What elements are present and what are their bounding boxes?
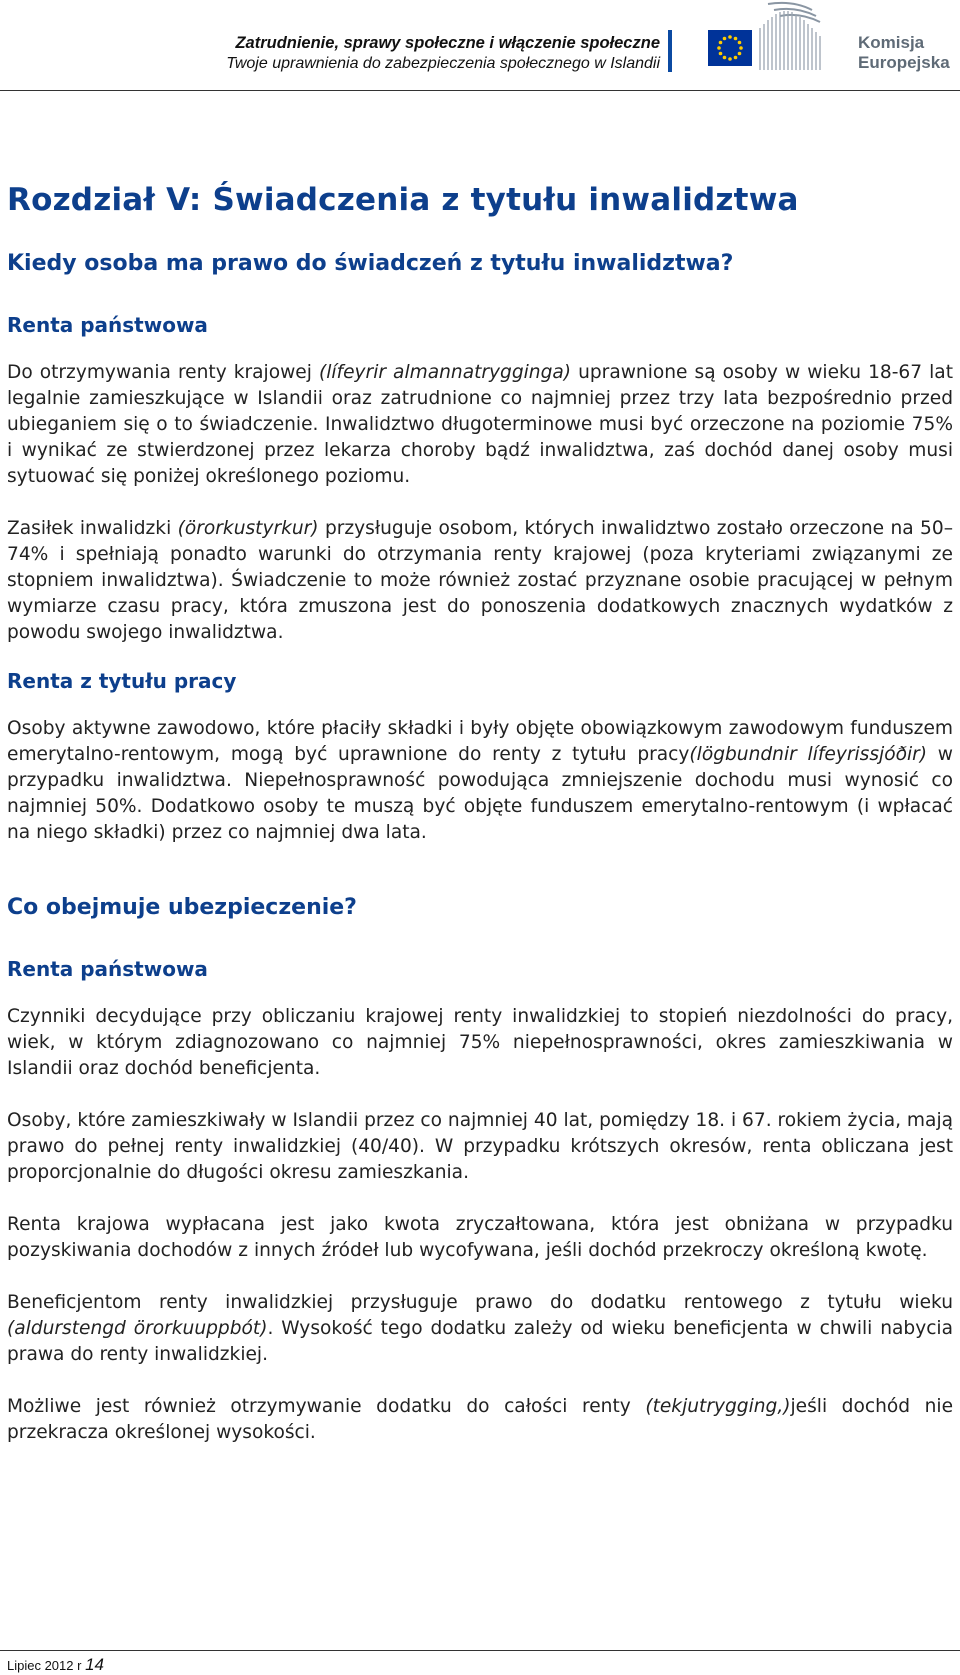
term-italic: (lífeyrir almannatrygginga) (318, 362, 572, 383)
text-run: uprawnione są osoby w wieku 18-67 lat legalnie zamieszkujące w Islandii oraz zatrudnione co najmniej przez trzy lata bezpośrednio przed ubieganiem się o to świadczenie. Inwalidztwo długoterminowe musi być orzeczone na poziomie 75% i wynikać ze stwierdzonej przez lekarza choroby bądź inwalidztwa, zaś dochód danej osoby musi sytuować się poniżej określonego poziomu. (7, 362, 953, 487)
header-text (226, 32, 660, 74)
page-footer (0, 1650, 960, 1674)
text-run: Osoby aktywne zawodowo, które płaciły składki i były objęte obowiązkowym zawodowym funduszem emerytalno-rentowym, mogą być uprawnione do renty z tytułu pracy (7, 718, 953, 765)
logo-line1: Komisja (858, 33, 925, 52)
text-run: Możliwe jest również otrzymywanie dodatku do całości renty (7, 1396, 646, 1417)
document-body (7, 180, 953, 1446)
paragraph: Czynniki decydujące przy obliczaniu krajowej renty inwalidzkiej to stopień niezdolności do pracy, wiek, w którym zdiagnozowano co najmniej 75% niepełnosprawności, okres zamieszkiwania w Islandii oraz dochód beneficjenta. (7, 1006, 953, 1079)
question-coverage: Co obejmuje ubezpieczenie? (7, 895, 357, 920)
header-subtitle: Twoje uprawnienia do zabezpieczenia społecznego w Islandii (226, 55, 660, 72)
header-divider (668, 30, 672, 72)
text-run: . Wysokość tego dodatku zależy od wieku beneficjenta w chwili nabycia prawa do renty inwalidzkiej. (7, 1318, 953, 1365)
paragraph (7, 1394, 953, 1446)
paragraph: Renta krajowa wypłacana jest jako kwota zryczałtowana, która jest obniżana w przypadku pozyskiwania dochodów z innych źródeł lub wycofywana, jeśli dochód przekroczy określoną kwotę. (7, 1214, 953, 1261)
term-italic: (lögbundnir lífeyrissjóðir) (689, 744, 928, 765)
section-heading-state-pension-2: Renta państwowa (7, 957, 208, 981)
question-eligibility: Kiedy osoba ma prawo do świadczeń z tytułu inwalidztwa? (7, 251, 734, 276)
paragraph (7, 360, 953, 490)
footer-text (7, 1655, 104, 1675)
text-run: przysługuje osobom, których inwalidztwo zostało orzeczone na 50–74% i spełniają ponadto warunki do otrzymania renty krajowej (poza kryteriami związanymi ze stopniem inwalidztwa). Świadczenie to może również zostać przyznane osobie pracującej w pełnym wymiarze czasu pracy, która zmuszona jest do ponoszenia dodatkowych znacznych wydatków z powodu swojego inwalidztwa. (7, 518, 953, 643)
page-number: 14 (85, 1655, 104, 1674)
term-italic: (örorkustyrkur) (177, 518, 319, 539)
logo-text (858, 33, 950, 73)
header-title: Zatrudnienie, sprawy społeczne i włączenie społeczne (235, 34, 660, 52)
paragraph: Osoby, które zamieszkiwały w Islandii przez co najmniej 40 lat, pomiędzy 18. i 67. rokiem życia, mają prawo do pełnej renty inwalidzkiej (40/40). W przypadku krótszych okresów, renta obliczana jest proporcjonalnie do długości okresu zamieszkania. (7, 1110, 953, 1183)
chapter-title: Rozdział V: Świadczenia z tytułu inwalidztwa (7, 182, 799, 218)
paragraph (7, 516, 953, 646)
term-italic: (aldurstengd örorkuuppbót) (7, 1318, 268, 1339)
section-heading-state-pension: Renta państwowa (7, 313, 208, 337)
term-italic: (tekjutrygging,) (645, 1396, 791, 1417)
footer-date: Lipiec 2012 r (7, 1658, 82, 1673)
paragraph (7, 1290, 953, 1368)
text-run: Zasiłek inwalidzki (7, 518, 178, 539)
text-run: w przypadku inwalidztwa. Niepełnosprawność powodująca zmniejszenie dochodu musi wynosić co najmniej 50%. Dodatkowo osoby te muszą być objęte funduszem emerytalno-rentowym (i wpłacać na niego składki) przez co najmniej dwa lata. (7, 744, 953, 843)
paragraph (7, 716, 953, 846)
logo-line2: Europejska (858, 53, 950, 72)
text-run: jeśli dochód nie przekracza określonej wysokości. (7, 1396, 954, 1443)
section-heading-work-pension: Renta z tytułu pracy (7, 669, 237, 693)
page-header (0, 0, 960, 91)
text-run: Beneficjentom renty inwalidzkiej przysługuje prawo do dodatku rentowego z tytułu wieku (7, 1292, 953, 1313)
text-run: Do otrzymywania renty krajowej (7, 362, 319, 383)
